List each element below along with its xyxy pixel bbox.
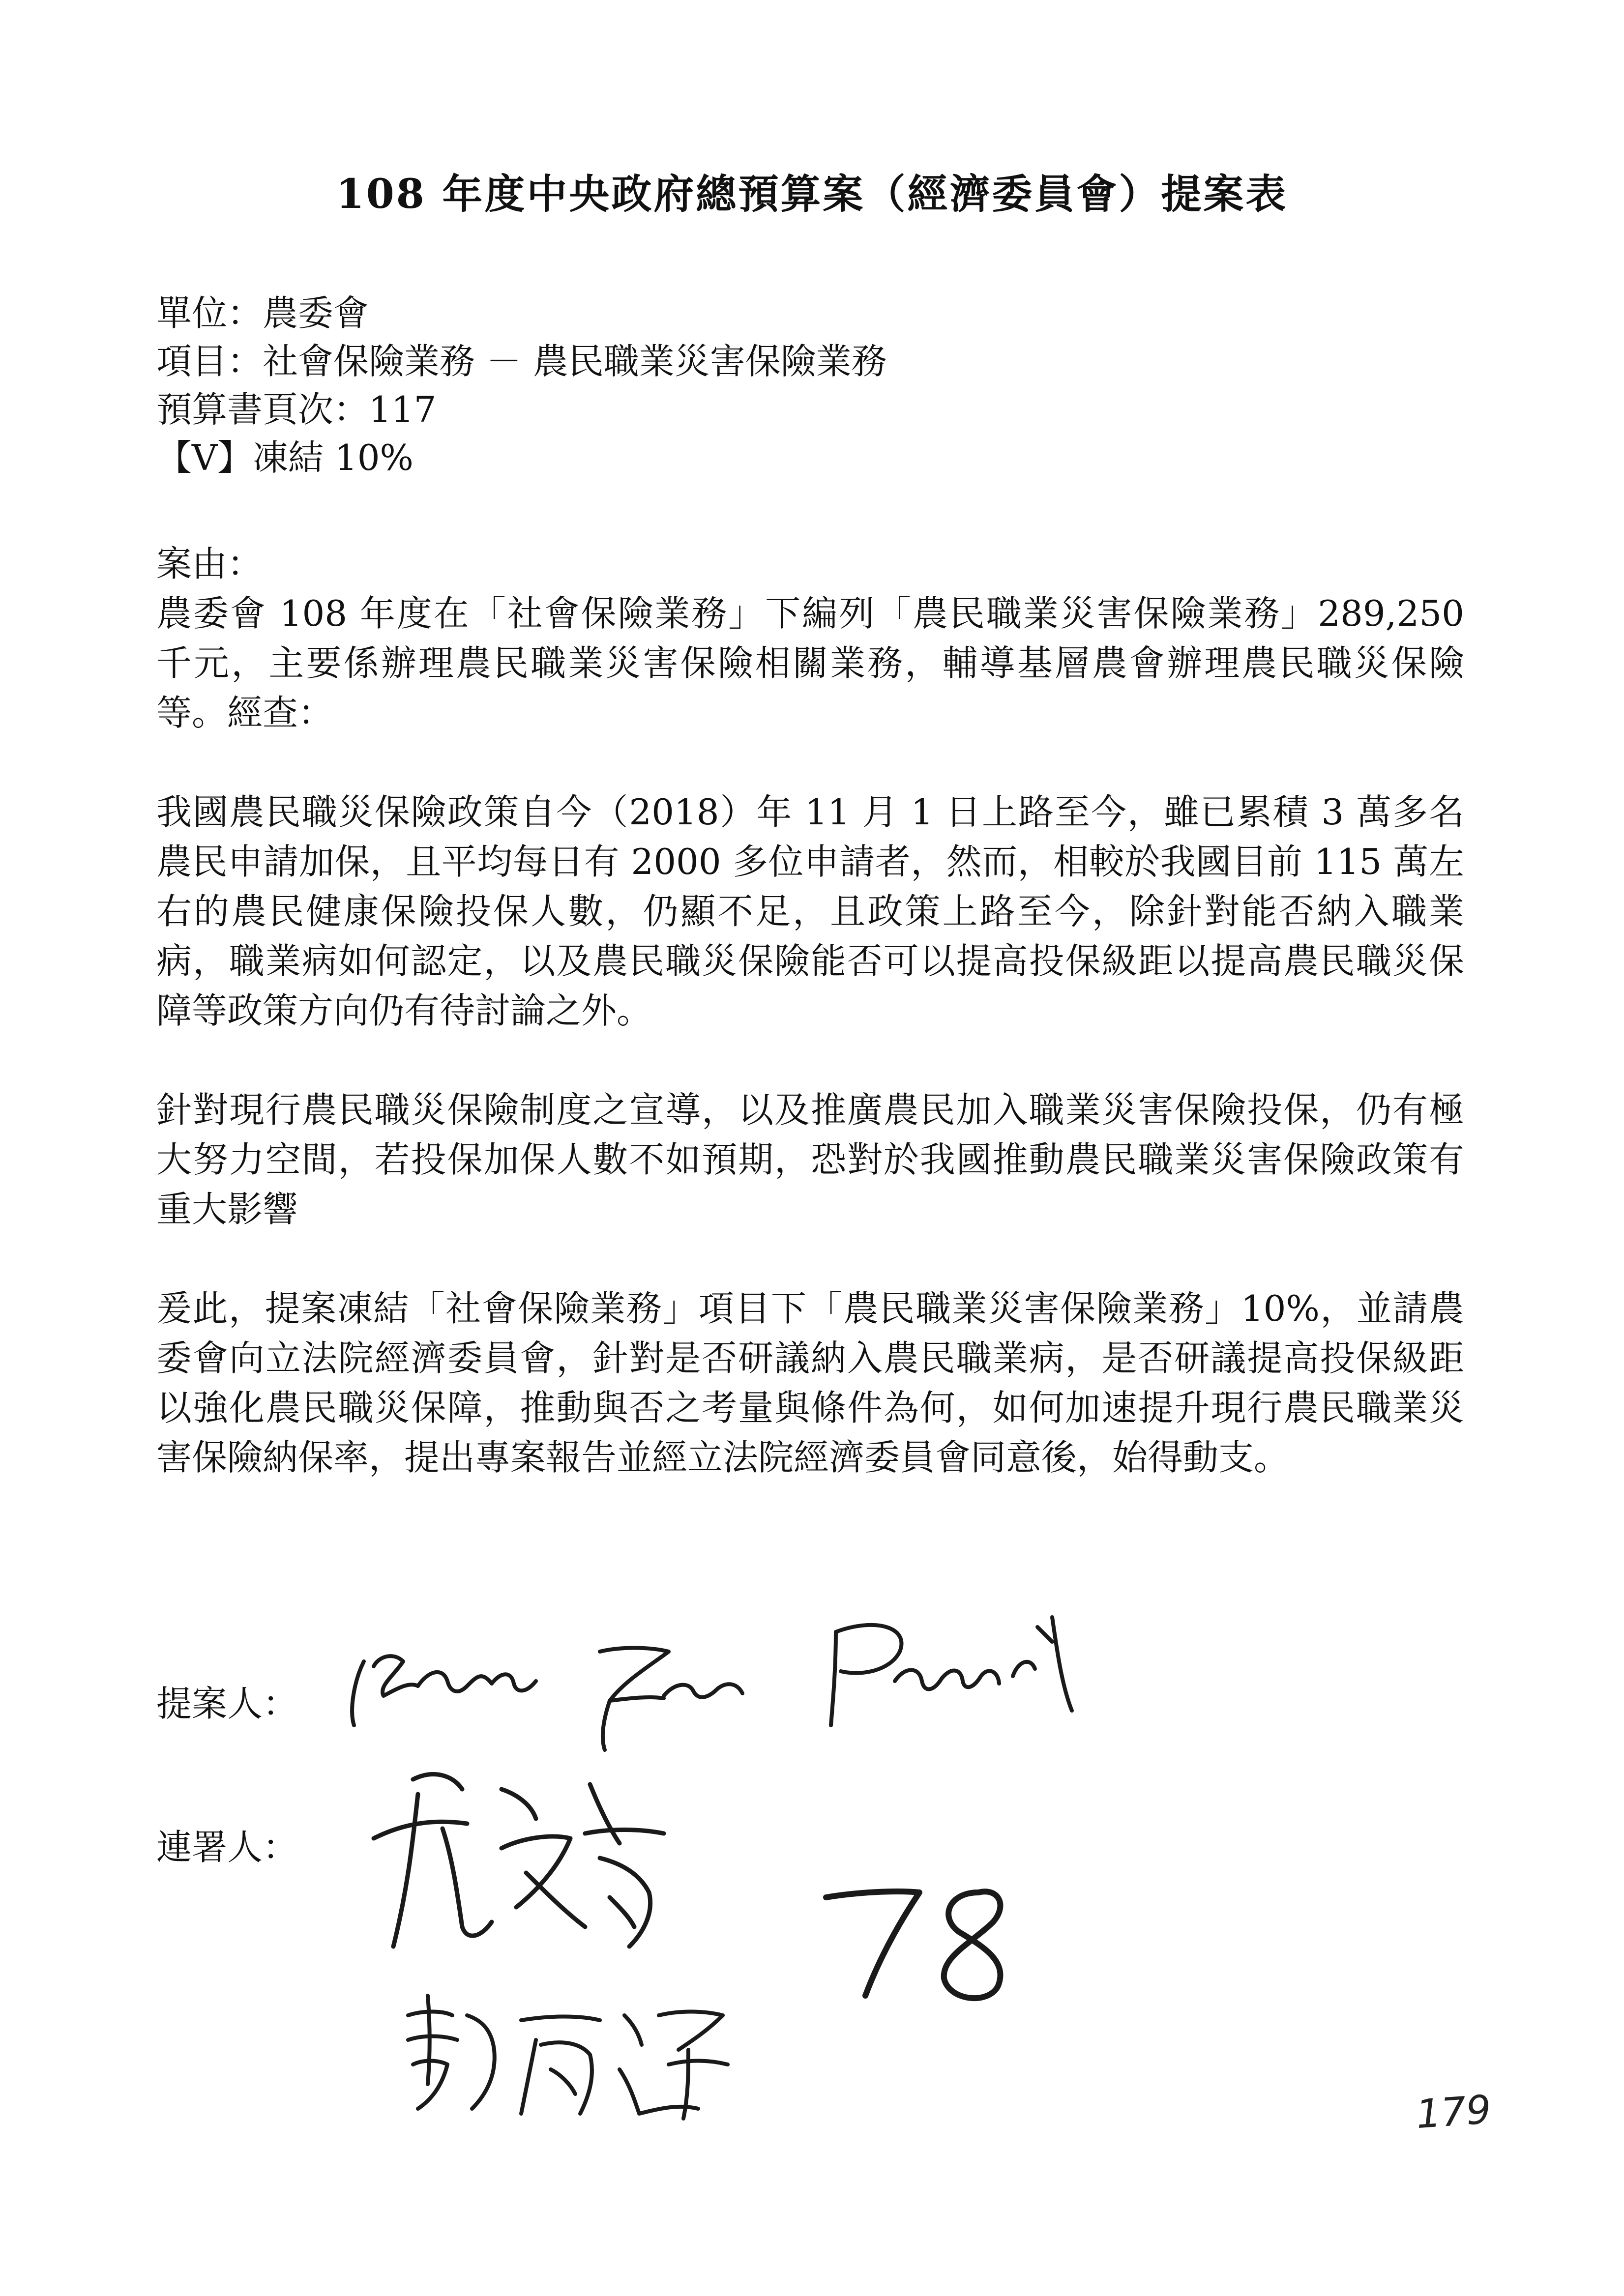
unit-line: 單位：農委會 [156, 292, 369, 334]
cosigner-signature-2 [393, 1986, 747, 2143]
item-line: 項目：社會保險業務 － 農民職業災害保險業務 [156, 341, 887, 382]
page-number: 179 [1414, 2086, 1493, 2138]
cosigner-signature-1 [354, 1750, 698, 2005]
cosigner-label: 連署人： [156, 1827, 298, 1868]
paragraph-promotion: 針對現行農民職災保險制度之宣導，以及推廣農民加入職業災害保險投保，仍有極大努力空間，若投保加保人數不如預期，恐對於我國推動農民職業災害保險政策有重大影響 [156, 1089, 1464, 1230]
proposer-signature [344, 1598, 1106, 1755]
freeze-action-line: 【V】凍結 10% [156, 437, 413, 478]
proposal-body [156, 539, 1464, 1482]
proposal-meta [156, 289, 1484, 482]
reason-label: 案由： [156, 543, 263, 584]
paragraph-policy-status: 我國農民職災保險政策自今（2018）年 11 月 1 日上路至今，雖已累積 3 萬多名農民申請加保，且平均每日有 2000 多位申請者，然而，相較於我國目前 115 萬左右的農民健康保險投保人數，仍顯不足，且政策上路至今，除針對能否納入職業病，職業病如何認定，以及農民職災保險能否可以提高投保級距以提高農民職災保障等政策方向仍有待討論之外。 [156, 791, 1464, 1031]
paragraph-resolution: 爰此，提案凍結「社會保險業務」項目下「農民職業災害保險業務」10%，並請農委會向立法院經濟委員會，針對是否研議納入農民職業病，是否研議提高投保級距以強化農民職災保障，推動與否之考量與條件為何，如何加速提升現行農民職業災害保險納保率，提出專案報告並經立法院經濟委員會同意後，始得動支。 [156, 1288, 1464, 1478]
page-ref-line: 預算書頁次：117 [156, 389, 437, 430]
proposer-label: 提案人： [156, 1683, 298, 1724]
paragraph-budget: 農委會 108 年度在「社會保險業務」下編列「農民職業災害保險業務」289,250 千元，主要係辦理農民職業災害保險相關業務，輔導基層農會辦理農民職災保險等。經查： [156, 593, 1464, 733]
handwritten-number [816, 1878, 1023, 2005]
document-title: 108 年度中央政府總預算案（經濟委員會）提案表 [336, 171, 1288, 218]
